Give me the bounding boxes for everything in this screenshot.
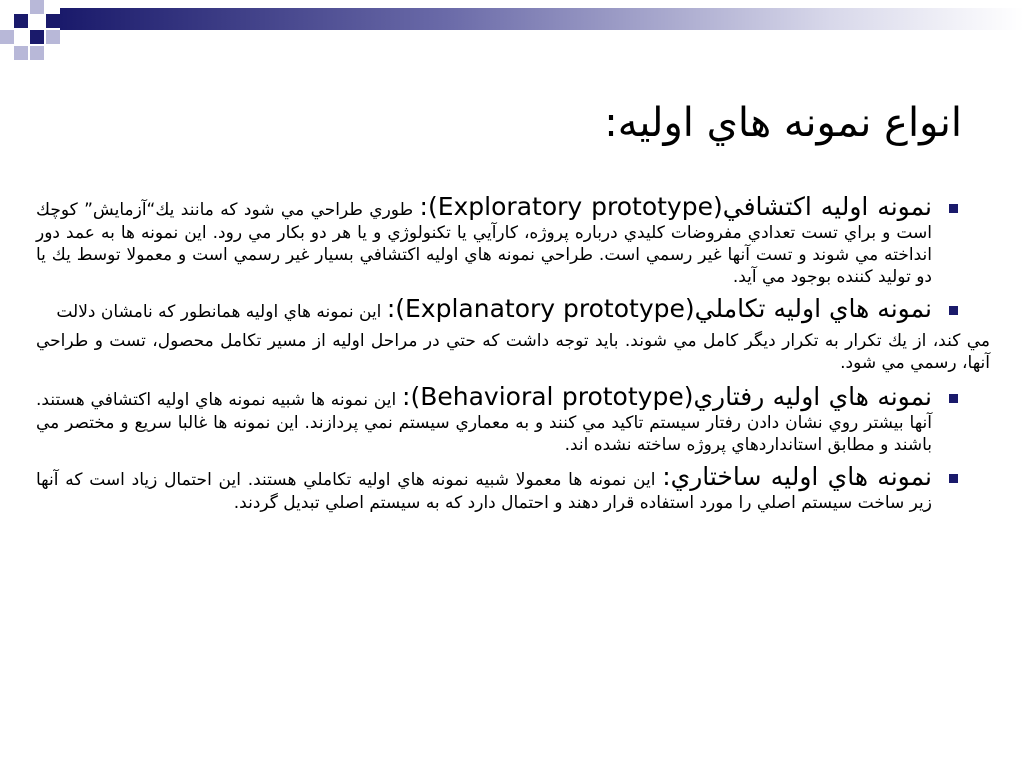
item-text: اين نمونه ها معمولا شبيه نمونه هاي اوليه تكاملي هستند. اين احتمال زياد است كه آنها زير ساخت سيستم اصلي را مورد استفاده قرار دهند و احتمال دارد كه به سيستم اصلي تبديل گردند. [36,470,932,513]
list-item-exploratory [36,192,962,288]
bullet-icon [949,204,958,213]
header-gradient-bar [60,8,1024,30]
bullet-icon [949,306,958,315]
item-lead: نمونه هاي اوليه رفتاري(Behavioral prototype): [402,382,933,411]
bullet-icon [949,474,958,483]
item-paragraph [36,382,932,456]
item-text: اين نمونه ها شبيه نمونه هاي اوليه اكتشافي هستند. آنها بيشتر روي نشان دادن رفتار سيستم تاكيد مي كنند و به معماري سيستم نمي پردازند. اين نمونه ها غالبا سريع و مختصر مي باشند و مطابق استانداردهاي پروژه ساخته نشده اند. [36,390,932,455]
bullet-icon [949,394,958,403]
item-text: اين نمونه هاي اوليه همانطور كه نامشان دلالت [56,302,387,322]
item-paragraph [36,192,932,288]
item-lead: نمونه هاي اوليه ساختاري: [662,462,932,491]
item-paragraph [36,294,932,324]
item-lead: نمونه هاي اوليه تكاملي(Explanatory prototype): [386,294,932,323]
list-item-structural [36,462,962,514]
item-paragraph [36,462,932,514]
slide-content [36,192,990,520]
item-continuation [36,330,990,374]
item-lead: نمونه اوليه اكتشافي(Exploratory prototype): [419,192,932,221]
slide-title: انواع نمونه هاي اوليه: [604,100,962,146]
item-continuation-text: مي كند، از يك تكرار به تكرار ديگر كامل مي شوند. بايد توجه داشت كه حتي در مراحل اوليه از مسير تكامل محصول، تست و طراحي آنها، رسمي مي شود. [36,331,990,373]
list-item-explanatory [36,294,962,324]
list-item-behavioral [36,382,962,456]
item-text: طوري طراحي مي شود كه مانند يك“آزمايش” كوچك است و براي تست تعدادي مفروضات كليدي درباره پروژه، كارآيي يا تكنولوژي و يا هر دو بكار مي رود. اين نمونه ها به عمد دور انداخته مي شوند و تست آنها غير رسمي است. طراحي نمونه هاي اوليه اكتشافي بسيار غير رسمي است و معمولا توسط يك يا دو توليد كننده بوجود مي آيد. [36,200,932,287]
